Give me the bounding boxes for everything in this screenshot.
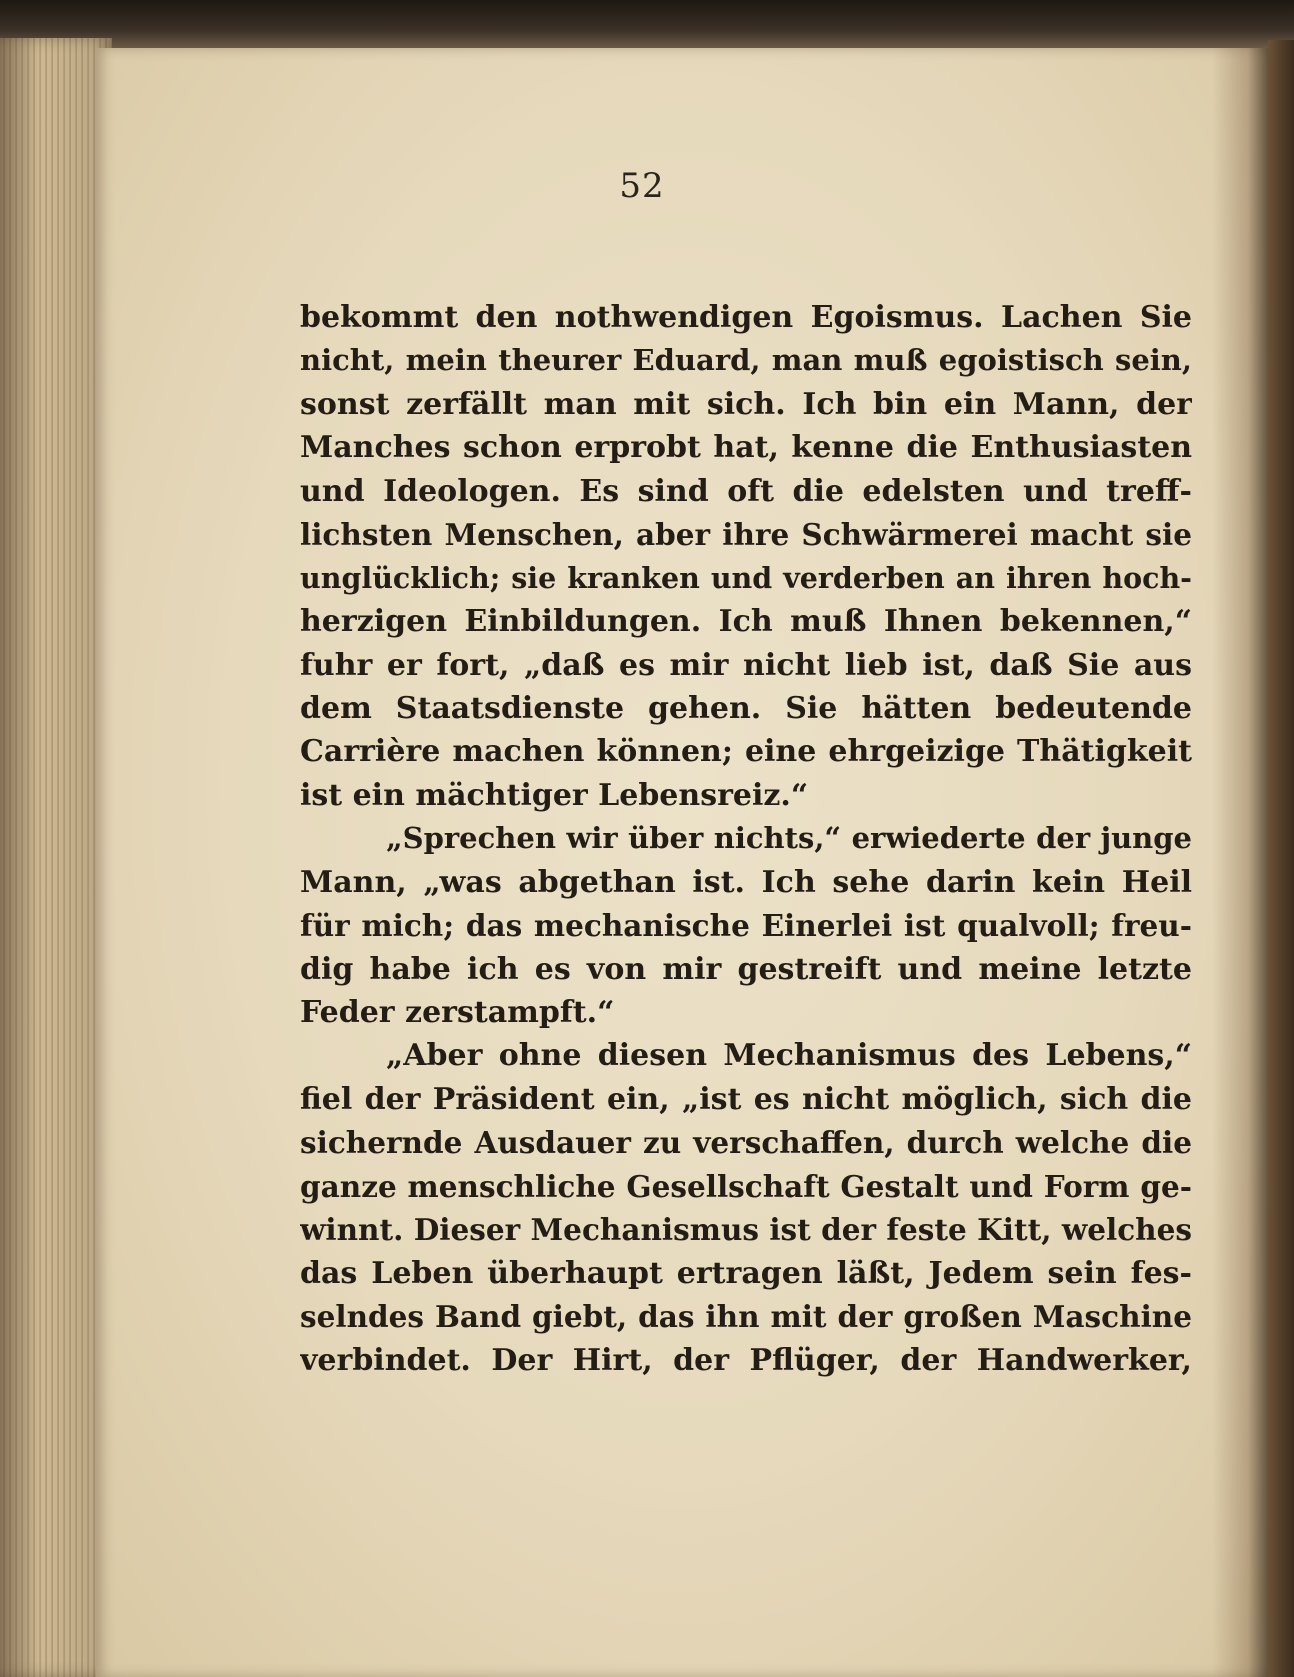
text-line: ist ein mächtiger Lebensreiz.“ (300, 777, 809, 813)
text-line: Mann, „was abgethan ist. Ich sehe darin kein Heil (300, 864, 1192, 900)
text-line: sonst zerfällt man mit sich. Ich bin ein Mann, der (300, 386, 1192, 422)
text-line: dig habe ich es von mir gestreift und meine letzte (300, 951, 1192, 987)
text-line: ganze menschliche Gesellschaft Gestalt und Form ge- (300, 1168, 1192, 1204)
text-line: selndes Band giebt, das ihn mit der großen Maschine (300, 1299, 1192, 1335)
text-line: und Ideologen. Es sind oft die edelsten und treff- (300, 473, 1192, 509)
text-line: verbindet. Der Hirt, der Pflüger, der Handwerker, (300, 1342, 1192, 1378)
text-line: das Leben überhaupt ertragen läßt, Jedem sein fes- (300, 1255, 1192, 1291)
text-line: nicht, mein theurer Eduard, man muß egoistisch sein, (300, 343, 1192, 378)
page-number: 52 (619, 166, 665, 206)
gutter-shadow (1212, 48, 1272, 1677)
text-line: Carrière machen können; eine ehrgeizige Thätigkeit (300, 734, 1192, 770)
text-line: herzigen Einbildungen. Ich muß Ihnen bekennen,“ (300, 604, 1192, 640)
text-line: fuhr er fort, „daß es mir nicht lieb ist, daß Sie aus (300, 647, 1192, 683)
book-top-edge (0, 0, 1294, 55)
text-line: winnt. Dieser Mechanismus ist der feste Kitt, welches (300, 1212, 1192, 1248)
text-line: „Aber ohne diesen Mechanismus des Lebens,“ (386, 1038, 1192, 1074)
text-line: unglücklich; sie kranken und verderben an ihren hoch- (300, 560, 1192, 595)
text-line: fiel der Präsident ein, „ist es nicht möglich, sich die (300, 1081, 1192, 1117)
text-line: „Sprechen wir über nichts,“ erwiederte der junge (386, 821, 1192, 856)
body-text (300, 296, 1192, 1382)
text-line: dem Staatsdienste gehen. Sie hätten bedeutende (300, 690, 1192, 726)
text-line: sichernde Ausdauer zu verschaffen, durch welche die (300, 1125, 1192, 1161)
text-line: bekommt den nothwendigen Egoismus. Lachen Sie (300, 300, 1192, 335)
text-line: Feder zerstampft.“ (300, 995, 615, 1030)
text-line: für mich; das mechanische Einerlei ist qualvoll; freu- (300, 908, 1192, 944)
book-spine (1268, 40, 1294, 1677)
text-line: Manches schon erprobt hat, kenne die Enthusiasten (300, 430, 1192, 466)
text-line: lichsten Menschen, aber ihre Schwärmerei macht sie (300, 517, 1192, 553)
